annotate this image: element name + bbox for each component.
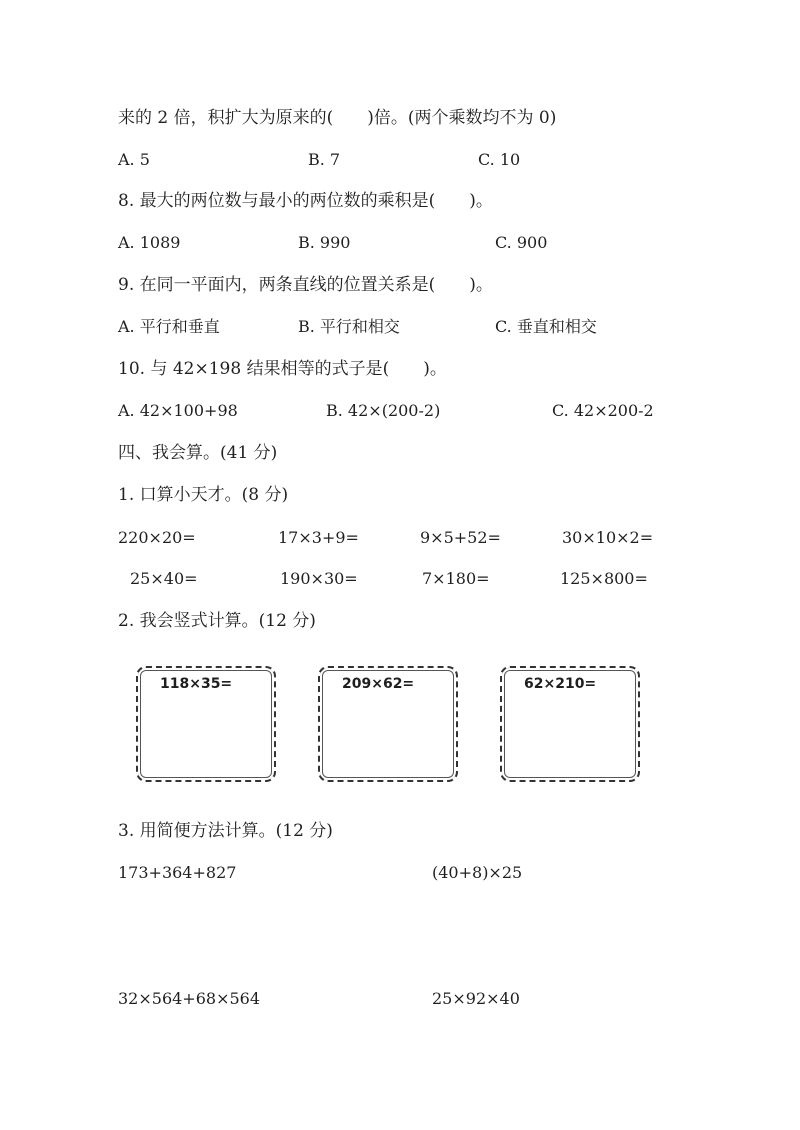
vertical-calc-box[interactable] [318, 666, 458, 782]
q7-option-c[interactable]: C. 10 [478, 150, 521, 169]
vertical-calc-label: 209×62= [342, 676, 415, 692]
vertical-calc-box[interactable] [136, 666, 276, 782]
q10-option-c[interactable]: C. 42×200-2 [552, 401, 654, 420]
vertical-calc-label: 62×210= [524, 676, 597, 692]
mental-problem: 30×10×2= [562, 528, 654, 547]
section-4-title: 四、我会算。(41 分) [118, 443, 278, 463]
mental-problem: 25×40= [130, 569, 198, 588]
q8-option-b[interactable]: B. 990 [298, 233, 351, 252]
q7-tail: 来的 2 倍，积扩大为原来的( )倍。(两个乘数均不为 0) [118, 108, 557, 128]
q7-option-a[interactable]: A. 5 [118, 150, 150, 169]
q10-text: 10. 与 42×198 结果相等的式子是( )。 [118, 359, 447, 379]
q8-text: 8. 最大的两位数与最小的两位数的乘积是( )。 [118, 191, 493, 211]
part-3-title: 3. 用简便方法计算。(12 分) [118, 821, 333, 841]
mental-problem: 190×30= [280, 569, 358, 588]
simplify-problem: 32×564+68×564 [118, 989, 261, 1008]
vertical-calc-box[interactable] [500, 666, 640, 782]
q7-option-b[interactable]: B. 7 [308, 150, 341, 169]
q10-option-b[interactable]: B. 42×(200-2) [326, 401, 441, 420]
mental-problem: 9×5+52= [420, 528, 501, 547]
vertical-calc-label: 118×35= [160, 676, 233, 692]
simplify-problem: (40+8)×25 [432, 863, 523, 882]
part-1-title: 1. 口算小天才。(8 分) [118, 485, 289, 505]
q8-option-c[interactable]: C. 900 [495, 233, 548, 252]
q8-option-a[interactable]: A. 1089 [118, 233, 181, 252]
q9-option-b[interactable]: B. 平行和相交 [298, 317, 400, 336]
simplify-problem: 173+364+827 [118, 863, 237, 882]
part-2-title: 2. 我会竖式计算。(12 分) [118, 611, 316, 631]
mental-problem: 17×3+9= [278, 528, 359, 547]
mental-problem: 125×800= [560, 569, 648, 588]
mental-problem: 220×20= [118, 528, 196, 547]
q9-option-a[interactable]: A. 平行和垂直 [118, 317, 220, 336]
q9-text: 9. 在同一平面内，两条直线的位置关系是( )。 [118, 275, 493, 295]
q10-option-a[interactable]: A. 42×100+98 [118, 401, 238, 420]
q9-option-c[interactable]: C. 垂直和相交 [495, 317, 597, 336]
simplify-problem: 25×92×40 [432, 989, 520, 1008]
mental-problem: 7×180= [422, 569, 490, 588]
